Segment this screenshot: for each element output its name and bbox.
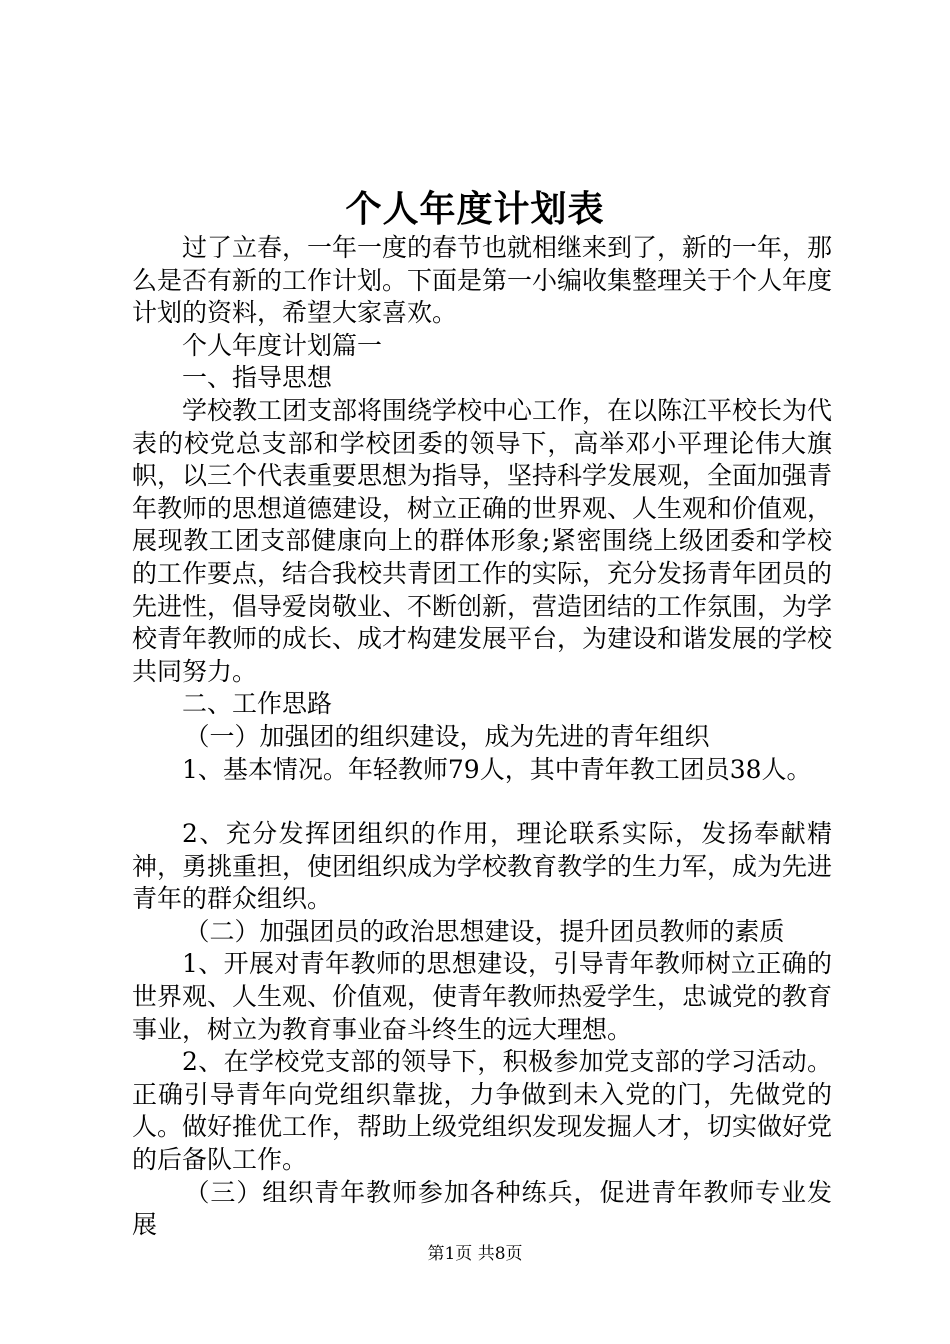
subsection-heading: 一、指导思想 [182, 363, 333, 393]
body-paragraph: 2、充分发挥团组织的作用，理论联系实际，发扬奉献精神，勇挑重担，使团组织成为学校教育教学的生力军，成为先进青年的群众组织。 [132, 819, 833, 914]
document-body [132, 232, 832, 1242]
page-footer: 第1页 共8页 [427, 1244, 523, 1264]
section-heading: 个人年度计划篇一 [182, 330, 383, 360]
body-paragraph: 1、基本情况。年轻教师79人，其中青年教工团员38人。 [182, 754, 812, 784]
item-heading: （一）加强团的组织建设，成为先进的青年组织 [184, 721, 710, 751]
body-paragraph: 1、开展对青年教师的思想建设，引导青年教师树立正确的世界观、人生观、价值观，使青年教师热爱学生，忠诚党的教育事业，树立为教育事业奋斗终生的远大理想。 [132, 949, 833, 1044]
body-paragraph: 学校教工团支部将围绕学校中心工作，在以陈江平校长为代表的校党总支部和学校团委的领导下，高举邓小平理论伟大旗帜，以三个代表重要思想为指导，坚持科学发展观，全面加强青年教师的思想道德建设，树立正确的世界观、人生观和价值观，展现教工团支部健康向上的群体形象;紧密围绕上级团委和学校的工作要点，结合我校共青团工作的实际，充分发扬青年团员的先进性，倡导爱岗敬业、不断创新，营造团结的工作氛围，为学校青年教师的成长、成才构建发展平台，为建设和谐发展的学校共同努力。 [132, 395, 833, 686]
item-heading: （三）组织青年教师参加各种练兵，促进青年教师专业发展 [132, 1177, 832, 1240]
document-title: 个人年度计划表 [345, 188, 605, 230]
item-heading: （二）加强团员的政治思想建设，提升团员教师的素质 [184, 916, 785, 946]
intro-paragraph: 过了立春，一年一度的春节也就相继来到了，新的一年，那么是否有新的工作计划。下面是第一小编收集整理关于个人年度计划的资料，希望大家喜欢。 [132, 233, 833, 328]
body-paragraph: 2、在学校党支部的领导下，积极参加党支部的学习活动。正确引导青年向党组织靠拢，力争做到未入党的门，先做党的人。做好推优工作，帮助上级党组织发现发掘人才，切实做好党的后备队工作。 [132, 1047, 833, 1175]
subsection-heading: 二、工作思路 [182, 689, 333, 719]
